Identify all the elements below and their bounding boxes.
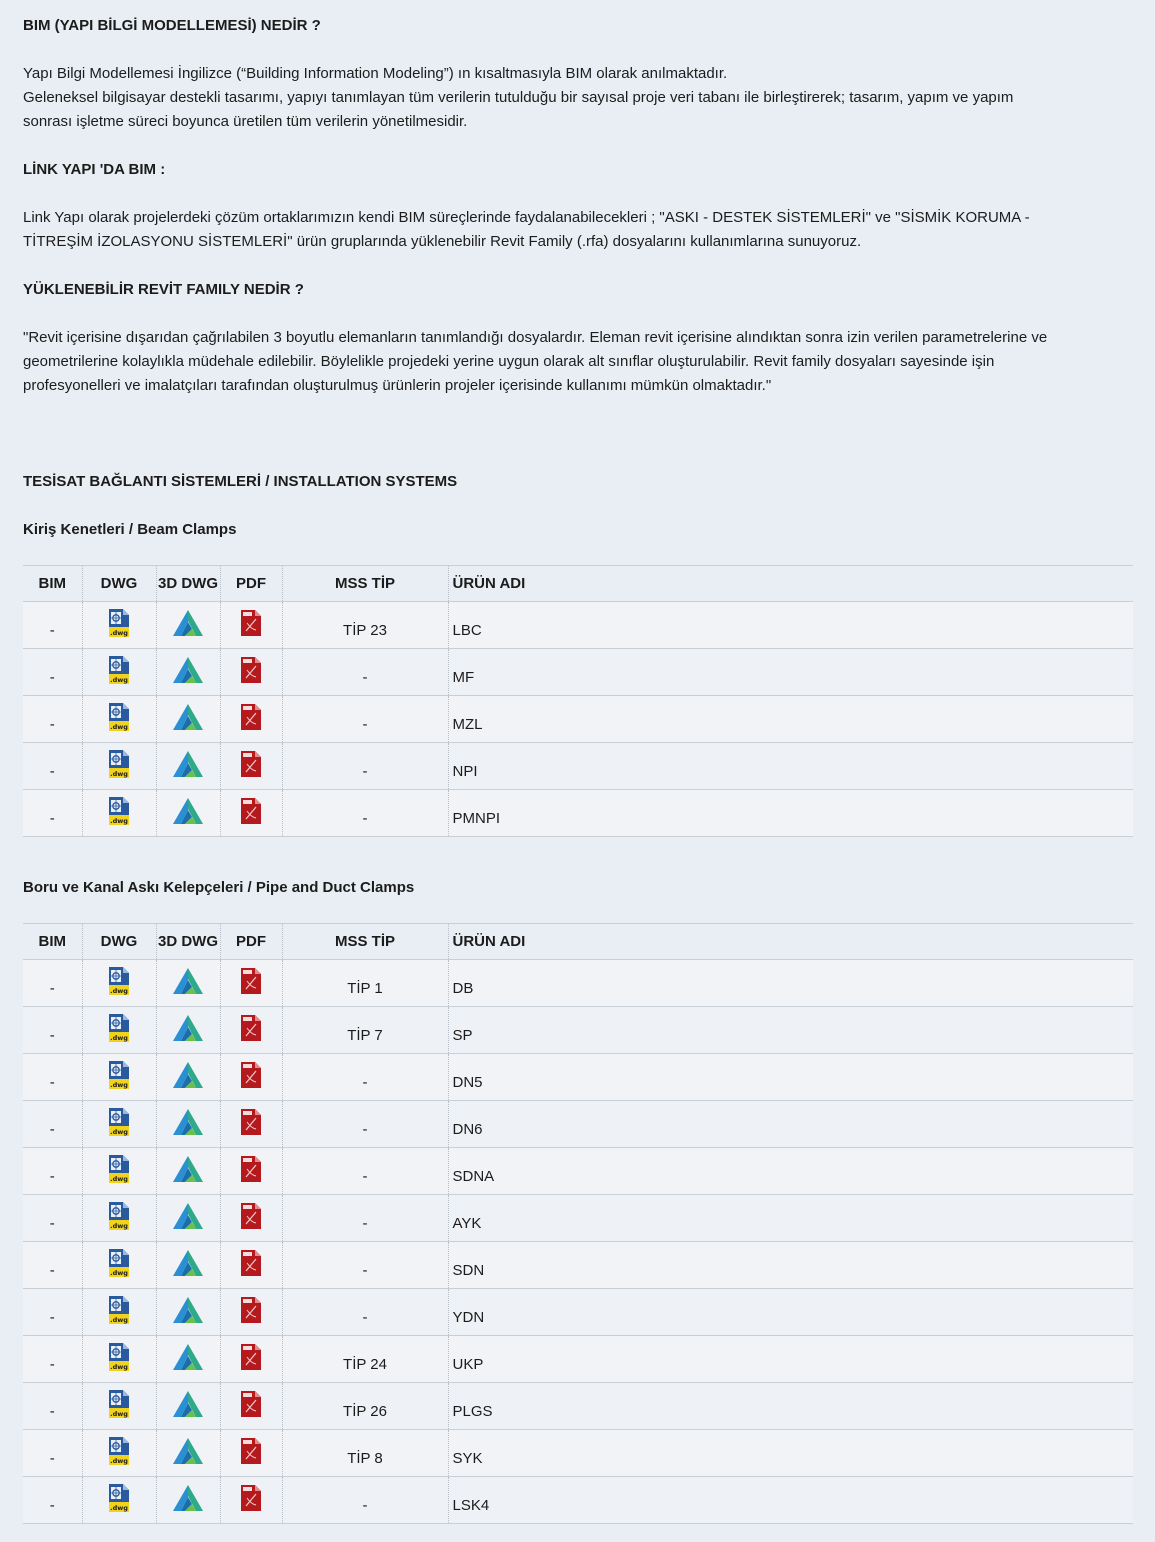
bim-value: - — [49, 1308, 55, 1326]
pdf-file-icon[interactable] — [240, 609, 262, 641]
product-name: LBC — [452, 621, 482, 639]
mss-tip-cell — [282, 696, 448, 743]
svg-text:.dwg: .dwg — [110, 1128, 128, 1136]
autodesk-3d-icon[interactable] — [172, 1202, 204, 1234]
pdf-file-icon[interactable] — [240, 1296, 262, 1328]
mss-tip-value: - — [362, 809, 368, 827]
beam-clamps-title: Kiriş Kenetleri / Beam Clamps — [23, 521, 237, 538]
svg-text:.dwg: .dwg — [110, 1269, 128, 1277]
product-name-cell — [448, 1007, 1133, 1054]
bim-value: - — [49, 1402, 55, 1420]
autodesk-3d-icon[interactable] — [172, 797, 204, 829]
bim-value: - — [49, 621, 55, 639]
dwg-file-icon[interactable] — [107, 796, 131, 830]
mss-tip-value: - — [362, 668, 368, 686]
product-name: PMNPI — [452, 809, 501, 827]
svg-text:.dwg: .dwg — [110, 1363, 128, 1371]
autodesk-3d-icon[interactable] — [172, 656, 204, 688]
pdf-cell — [220, 1383, 282, 1430]
bim-value: - — [49, 1167, 55, 1185]
autodesk-3d-icon[interactable] — [172, 1108, 204, 1140]
pdf-cell — [220, 602, 282, 649]
mss-tip-cell — [282, 1383, 448, 1430]
dwg-cell — [82, 1383, 156, 1430]
product-name: DN5 — [452, 1073, 483, 1091]
product-name-cell — [448, 1477, 1133, 1524]
dwg3d-cell — [156, 960, 220, 1007]
bim-value: - — [49, 1449, 55, 1467]
pdf-file-icon[interactable] — [240, 1061, 262, 1093]
dwg-cell — [82, 1336, 156, 1383]
mss-tip-value: TİP 26 — [343, 1402, 387, 1420]
product-name-cell — [448, 649, 1133, 696]
dwg-cell — [82, 743, 156, 790]
pdf-file-icon[interactable] — [240, 750, 262, 782]
autodesk-3d-icon[interactable] — [172, 1390, 204, 1422]
pdf-cell — [220, 1195, 282, 1242]
dwg-file-icon[interactable] — [107, 1154, 131, 1188]
table-row — [23, 1336, 1133, 1383]
dwg-file-icon[interactable] — [107, 655, 131, 689]
autodesk-3d-icon[interactable] — [172, 1155, 204, 1187]
beam-clamps-table — [23, 565, 1133, 837]
revit-family-title: YÜKLENEBİLİR REVİT FAMILY NEDİR ? — [23, 281, 304, 298]
mss-tip-value: TİP 23 — [343, 621, 387, 639]
pdf-file-icon[interactable] — [240, 703, 262, 735]
pdf-cell — [220, 1007, 282, 1054]
table-row — [23, 649, 1133, 696]
bim-cell — [23, 602, 82, 649]
dwg-file-icon[interactable] — [107, 608, 131, 642]
dwg3d-cell — [156, 602, 220, 649]
col-header-mss-tip: MSS TİP — [282, 566, 448, 602]
dwg-file-icon[interactable] — [107, 749, 131, 783]
bim-paragraph-line-2: Geleneksel bilgisayar destekli tasarımı, yapıyı tanımlayan tüm verilerin tutulduğu bir sayısal proje veri tabanı ile birleştirerek; tasarım, yapım ve yapım — [23, 89, 1014, 106]
pdf-cell — [220, 1336, 282, 1383]
mss-tip-value: - — [362, 1167, 368, 1185]
svg-text:.dwg: .dwg — [110, 770, 128, 778]
pdf-file-icon[interactable] — [240, 1437, 262, 1469]
installation-systems-title: TESİSAT BAĞLANTI SİSTEMLERİ / INSTALLATION SYSTEMS — [23, 473, 458, 490]
table-header-row — [23, 924, 1133, 960]
bim-cell — [23, 1336, 82, 1383]
dwg3d-cell — [156, 696, 220, 743]
dwg3d-cell — [156, 1007, 220, 1054]
pdf-file-icon[interactable] — [240, 1155, 262, 1187]
bim-value: - — [49, 668, 55, 686]
bim-value: - — [49, 1496, 55, 1514]
pdf-cell — [220, 1054, 282, 1101]
mss-tip-value: - — [362, 715, 368, 733]
bim-cell — [23, 1430, 82, 1477]
autodesk-3d-icon[interactable] — [172, 967, 204, 999]
mss-tip-value: - — [362, 1308, 368, 1326]
product-name: YDN — [452, 1308, 485, 1326]
product-name-cell — [448, 602, 1133, 649]
dwg-cell — [82, 1430, 156, 1477]
pdf-file-icon[interactable] — [240, 1343, 262, 1375]
dwg-file-icon[interactable] — [107, 1107, 131, 1141]
table-row — [23, 743, 1133, 790]
bim-value: - — [49, 1214, 55, 1232]
pdf-file-icon[interactable] — [240, 1484, 262, 1516]
pdf-cell — [220, 1430, 282, 1477]
dwg-cell — [82, 1007, 156, 1054]
autodesk-3d-icon[interactable] — [172, 703, 204, 735]
table-header-row — [23, 566, 1133, 602]
bim-cell — [23, 1054, 82, 1101]
dwg-file-icon[interactable] — [107, 702, 131, 736]
product-name: SYK — [452, 1449, 483, 1467]
table-row — [23, 1101, 1133, 1148]
svg-text:.dwg: .dwg — [110, 676, 128, 684]
mss-tip-value: TİP 1 — [347, 979, 383, 997]
product-name-cell — [448, 1383, 1133, 1430]
revit-paragraph-line-2: geometrilerine kolaylıkla müdehale edilebilir. Böylelikle projedeki yerine uygun olarak alt sınıflar oluşturulabilir. Revit family dosyaları sayesinde işin — [23, 353, 995, 370]
bim-cell — [23, 1101, 82, 1148]
autodesk-3d-icon[interactable] — [172, 609, 204, 641]
dwg3d-cell — [156, 1336, 220, 1383]
mss-tip-value: TİP 7 — [347, 1026, 383, 1044]
dwg-file-icon[interactable] — [107, 1389, 131, 1423]
pdf-cell — [220, 1148, 282, 1195]
mss-tip-value: - — [362, 1496, 368, 1514]
mss-tip-cell — [282, 602, 448, 649]
pdf-cell — [220, 1242, 282, 1289]
autodesk-3d-icon[interactable] — [172, 750, 204, 782]
bim-value: - — [49, 979, 55, 997]
dwg-cell — [82, 1101, 156, 1148]
table-row — [23, 602, 1133, 649]
product-name: SDN — [452, 1261, 485, 1279]
dwg-cell — [82, 1289, 156, 1336]
mss-tip-value: TİP 24 — [343, 1355, 387, 1373]
product-name-cell — [448, 1289, 1133, 1336]
dwg3d-cell — [156, 1383, 220, 1430]
col-header-urun-adi: ÜRÜN ADI — [448, 566, 1133, 602]
bim-cell — [23, 790, 82, 837]
col-header-3d-dwg: 3D DWG — [156, 566, 220, 602]
bim-title: BIM (YAPI BİLGİ MODELLEMESİ) NEDİR ? — [23, 17, 321, 34]
product-name-cell — [448, 1054, 1133, 1101]
mss-tip-value: - — [362, 762, 368, 780]
col-header-pdf: PDF — [220, 924, 282, 960]
bim-cell — [23, 1289, 82, 1336]
mss-tip-value: - — [362, 1073, 368, 1091]
svg-text:.dwg: .dwg — [110, 1081, 128, 1089]
product-name: UKP — [452, 1355, 484, 1373]
product-name-cell — [448, 1195, 1133, 1242]
table-row — [23, 696, 1133, 743]
mss-tip-cell — [282, 1007, 448, 1054]
autodesk-3d-icon[interactable] — [172, 1343, 204, 1375]
svg-text:.dwg: .dwg — [110, 723, 128, 731]
dwg3d-cell — [156, 649, 220, 696]
pdf-cell — [220, 1289, 282, 1336]
mss-tip-value: - — [362, 1120, 368, 1138]
pipe-clamps-title: Boru ve Kanal Askı Kelepçeleri / Pipe and Duct Clamps — [23, 879, 415, 896]
dwg3d-cell — [156, 1289, 220, 1336]
svg-text:.dwg: .dwg — [110, 1457, 128, 1465]
table-row — [23, 1430, 1133, 1477]
col-header-pdf: PDF — [220, 566, 282, 602]
col-header-mss-tip: MSS TİP — [282, 924, 448, 960]
autodesk-3d-icon[interactable] — [172, 1437, 204, 1469]
mss-tip-cell — [282, 1054, 448, 1101]
autodesk-3d-icon[interactable] — [172, 1014, 204, 1046]
pdf-cell — [220, 649, 282, 696]
bim-cell — [23, 1195, 82, 1242]
bim-value: - — [49, 1073, 55, 1091]
dwg-cell — [82, 649, 156, 696]
dwg-file-icon[interactable] — [107, 1295, 131, 1329]
bim-cell — [23, 1242, 82, 1289]
product-name: DN6 — [452, 1120, 483, 1138]
table-row — [23, 1289, 1133, 1336]
mss-tip-cell — [282, 743, 448, 790]
dwg-file-icon[interactable] — [107, 1248, 131, 1282]
bim-value: - — [49, 809, 55, 827]
mss-tip-value: - — [362, 1214, 368, 1232]
mss-tip-cell — [282, 649, 448, 696]
dwg3d-cell — [156, 1101, 220, 1148]
pdf-file-icon[interactable] — [240, 1014, 262, 1046]
product-name: MF — [452, 668, 475, 686]
pdf-file-icon[interactable] — [240, 1202, 262, 1234]
product-name: LSK4 — [452, 1496, 490, 1514]
dwg-file-icon[interactable] — [107, 1342, 131, 1376]
bim-cell — [23, 696, 82, 743]
product-name: DB — [452, 979, 474, 997]
bim-value: - — [49, 1026, 55, 1044]
mss-tip-cell — [282, 960, 448, 1007]
product-name-cell — [448, 1148, 1133, 1195]
pdf-file-icon[interactable] — [240, 1390, 262, 1422]
pdf-file-icon[interactable] — [240, 967, 262, 999]
product-name: NPI — [452, 762, 478, 780]
table-row — [23, 1477, 1133, 1524]
dwg-file-icon[interactable] — [107, 1483, 131, 1517]
pdf-cell — [220, 1101, 282, 1148]
dwg-cell — [82, 602, 156, 649]
pdf-cell — [220, 790, 282, 837]
dwg-file-icon[interactable] — [107, 1060, 131, 1094]
dwg3d-cell — [156, 1148, 220, 1195]
dwg-cell — [82, 790, 156, 837]
col-header-3d-dwg: 3D DWG — [156, 924, 220, 960]
col-header-dwg: DWG — [82, 924, 156, 960]
mss-tip-cell — [282, 790, 448, 837]
dwg3d-cell — [156, 1477, 220, 1524]
dwg3d-cell — [156, 743, 220, 790]
product-name-cell — [448, 790, 1133, 837]
dwg-cell — [82, 1477, 156, 1524]
product-name-cell — [448, 1430, 1133, 1477]
bim-cell — [23, 649, 82, 696]
pdf-cell — [220, 960, 282, 1007]
mss-tip-cell — [282, 1101, 448, 1148]
table-row — [23, 960, 1133, 1007]
product-name-cell — [448, 960, 1133, 1007]
dwg-cell — [82, 696, 156, 743]
bim-value: - — [49, 1120, 55, 1138]
pdf-cell — [220, 1477, 282, 1524]
bim-value: - — [49, 762, 55, 780]
mss-tip-value: TİP 8 — [347, 1449, 383, 1467]
mss-tip-cell — [282, 1336, 448, 1383]
table-row — [23, 790, 1133, 837]
link-bim-title: LİNK YAPI 'DA BIM : — [23, 161, 166, 178]
svg-text:.dwg: .dwg — [110, 1504, 128, 1512]
revit-paragraph-line-3: profesyonelleri ve imalatçıları tarafından oluşturulmuş ürünlerin projeler içerisinde kullanımı mümkün olmaktadır." — [23, 377, 772, 394]
dwg-cell — [82, 960, 156, 1007]
pipe-clamps-table — [23, 923, 1133, 1524]
bim-cell — [23, 743, 82, 790]
dwg3d-cell — [156, 1054, 220, 1101]
bim-cell — [23, 1383, 82, 1430]
product-name-cell — [448, 696, 1133, 743]
table-row — [23, 1383, 1133, 1430]
svg-text:.dwg: .dwg — [110, 1034, 128, 1042]
pdf-file-icon[interactable] — [240, 797, 262, 829]
revit-paragraph-line-1: "Revit içerisine dışarıdan çağrılabilen 3 boyutlu elemanların tanımlandığı dosyalardır. Eleman revit içerisine alındıktan sonra izin verilen parametrelerine ve — [23, 329, 1048, 346]
svg-text:.dwg: .dwg — [110, 1175, 128, 1183]
table-row — [23, 1195, 1133, 1242]
svg-text:.dwg: .dwg — [110, 1222, 128, 1230]
svg-text:.dwg: .dwg — [110, 817, 128, 825]
dwg-cell — [82, 1195, 156, 1242]
bim-paragraph-line-3: sonrası işletme süreci boyunca üretilen tüm verilerin yönetilmesidir. — [23, 113, 468, 130]
col-header-urun-adi: ÜRÜN ADI — [448, 924, 1133, 960]
dwg-file-icon[interactable] — [107, 1436, 131, 1470]
dwg-cell — [82, 1242, 156, 1289]
dwg-file-icon[interactable] — [107, 966, 131, 1000]
product-name: AYK — [452, 1214, 482, 1232]
pdf-file-icon[interactable] — [240, 656, 262, 688]
product-name-cell — [448, 1101, 1133, 1148]
mss-tip-cell — [282, 1148, 448, 1195]
table-row — [23, 1148, 1133, 1195]
mss-tip-cell — [282, 1195, 448, 1242]
product-name-cell — [448, 743, 1133, 790]
bim-paragraph-line-1: Yapı Bilgi Modellemesi İngilizce (“Building Information Modeling”) ın kısaltmasıyla BIM olarak anılmaktadır. — [23, 65, 728, 82]
dwg-cell — [82, 1148, 156, 1195]
col-header-bim: BIM — [23, 924, 82, 960]
svg-text:.dwg: .dwg — [110, 1410, 128, 1418]
bim-cell — [23, 960, 82, 1007]
product-name: PLGS — [452, 1402, 493, 1420]
svg-text:.dwg: .dwg — [110, 1316, 128, 1324]
svg-text:.dwg: .dwg — [110, 629, 128, 637]
product-name: MZL — [452, 715, 483, 733]
dwg3d-cell — [156, 1195, 220, 1242]
mss-tip-cell — [282, 1289, 448, 1336]
autodesk-3d-icon[interactable] — [172, 1061, 204, 1093]
bim-value: - — [49, 715, 55, 733]
pdf-file-icon[interactable] — [240, 1108, 262, 1140]
table-row — [23, 1054, 1133, 1101]
dwg3d-cell — [156, 1242, 220, 1289]
pdf-cell — [220, 696, 282, 743]
dwg3d-cell — [156, 1430, 220, 1477]
mss-tip-cell — [282, 1242, 448, 1289]
link-paragraph-line-2: TİTREŞİM İZOLASYONU SİSTEMLERİ" ürün gruplarında yüklenebilir Revit Family (.rfa) dosyalarını kullanımlarına sunuyoruz. — [23, 233, 862, 250]
table-row — [23, 1242, 1133, 1289]
link-paragraph-line-1: Link Yapı olarak projelerdeki çözüm ortaklarımızın kendi BIM süreçlerinde faydalanabilecekleri ; "ASKI - DESTEK SİSTEMLERİ" ve "SİSMİK KORUMA - — [23, 209, 1030, 226]
col-header-bim: BIM — [23, 566, 82, 602]
pdf-file-icon[interactable] — [240, 1249, 262, 1281]
autodesk-3d-icon[interactable] — [172, 1296, 204, 1328]
dwg-cell — [82, 1054, 156, 1101]
table-row — [23, 1007, 1133, 1054]
mss-tip-cell — [282, 1430, 448, 1477]
mss-tip-cell — [282, 1477, 448, 1524]
bim-cell — [23, 1148, 82, 1195]
dwg-file-icon[interactable] — [107, 1013, 131, 1047]
product-name: SDNA — [452, 1167, 495, 1185]
bim-cell — [23, 1477, 82, 1524]
mss-tip-value: - — [362, 1261, 368, 1279]
col-header-dwg: DWG — [82, 566, 156, 602]
bim-value: - — [49, 1355, 55, 1373]
pdf-cell — [220, 743, 282, 790]
product-name-cell — [448, 1242, 1133, 1289]
autodesk-3d-icon[interactable] — [172, 1249, 204, 1281]
dwg-file-icon[interactable] — [107, 1201, 131, 1235]
dwg3d-cell — [156, 790, 220, 837]
product-name-cell — [448, 1336, 1133, 1383]
product-name: SP — [452, 1026, 473, 1044]
autodesk-3d-icon[interactable] — [172, 1484, 204, 1516]
bim-cell — [23, 1007, 82, 1054]
bim-value: - — [49, 1261, 55, 1279]
svg-text:.dwg: .dwg — [110, 987, 128, 995]
